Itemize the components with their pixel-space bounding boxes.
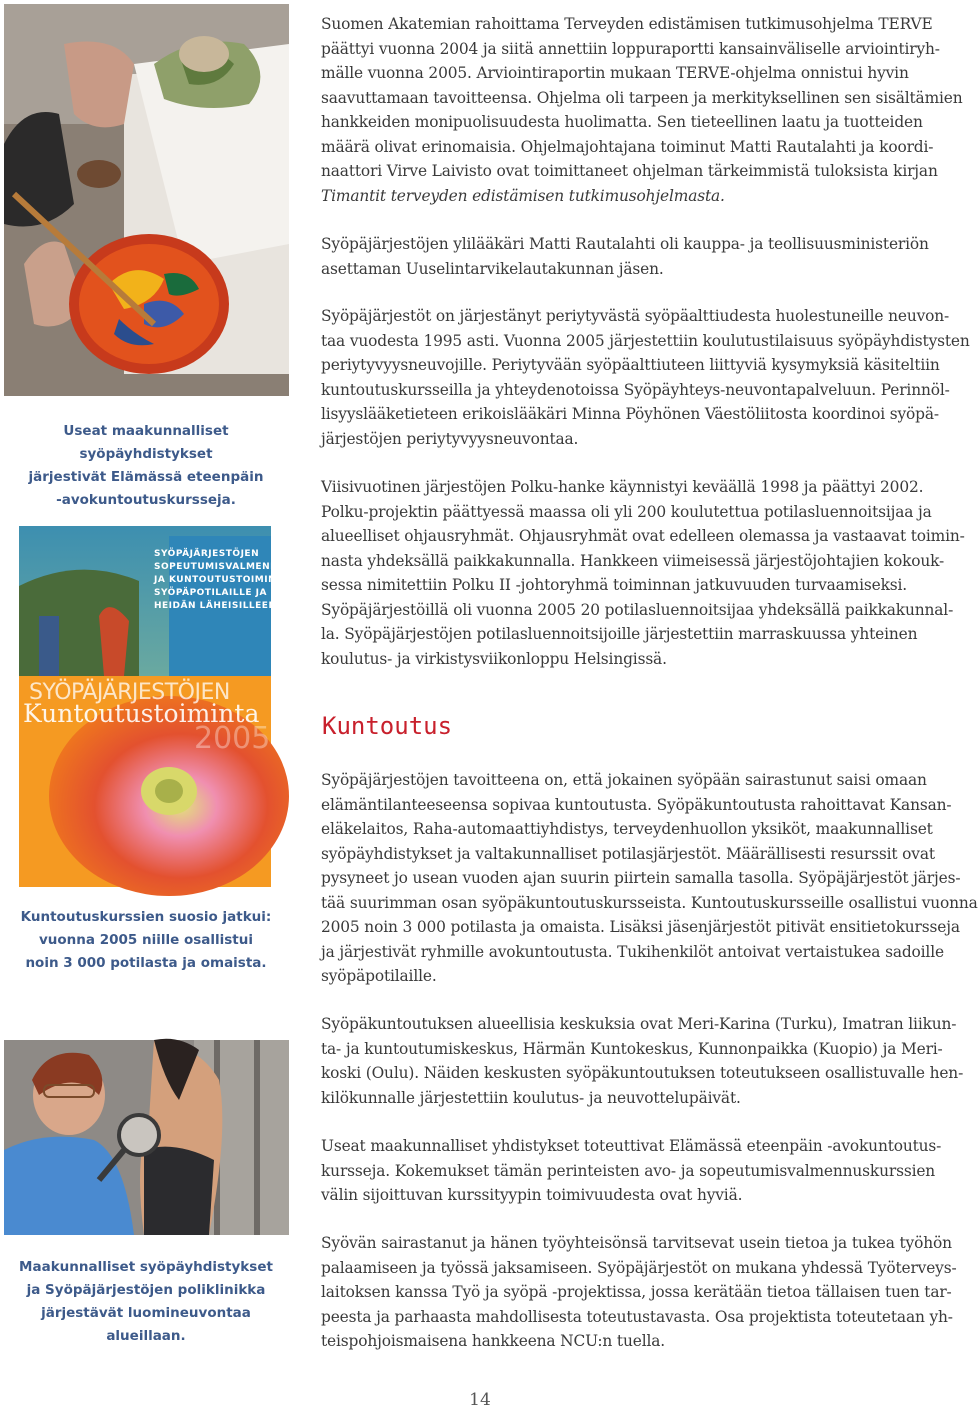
paragraph-novel-food xyxy=(321,232,955,281)
text-line: elämäntilanteeseensa sopivaa kuntoutusta. Syöpäkuntoutusta rahoittavat Kansan- xyxy=(321,795,952,814)
caption-line: järjestävät luomineuvontaa alueillaan. xyxy=(41,1305,251,1344)
text-line: Useat maakunnalliset yhdistykset toteuttivat Elämässä eteenpäin -avokuntoutus- xyxy=(321,1137,942,1155)
text-line: nasta yhdeksällä paikkakunnalla. Hankkeen viimeisessä järjestöjohtajien kokouk- xyxy=(321,551,945,570)
booklet-year: 2005 xyxy=(194,721,271,756)
text-line: Syöpäjärjestöillä oli vuonna 2005 20 potilasluennoitsijaa yhdeksällä paikkakunnal- xyxy=(321,600,954,619)
booklet-subtitle xyxy=(154,548,297,613)
text-line: peesta ja parhaasta mahdollisesta toteutustavasta. Osa projektista toteutetaan yh- xyxy=(321,1307,953,1326)
caption-line: noin 3 000 potilasta ja omaista. xyxy=(25,955,267,971)
text-line: laitoksen kanssa Työ ja syöpä -projektissa, jossa kerätään tietoa tällaisen tuen tar- xyxy=(321,1283,952,1301)
text-line: kursseja. Kokemukset tämän perinteisten avo- ja sopeutumisvalmennuskurssien xyxy=(321,1161,936,1180)
text-line: tää suurimman osan syöpäkuntoutuskursseista. Kuntoutuskursseille osallistui vuonna xyxy=(321,893,978,912)
text-line: palaamiseen ja työssä jaksamiseen. Syöpäjärjestöt on mukana yhdessä Työterveys- xyxy=(321,1258,957,1277)
text-line: koulutus- ja virkistysviikonloppu Helsingissä. xyxy=(321,649,667,668)
booklet-cover-image xyxy=(19,526,298,887)
text-line: 2005 noin 3 000 potilasta ja omaista. Lisäksi jäsenjärjestöt pitivät ensitietokursseja xyxy=(321,918,960,936)
text-line: pysyneet jo usean vuoden ajan suurin piirtein samalla tasolla. Syöpäjärjestöt järjes- xyxy=(321,869,961,887)
text-line: Syöpäjärjestöt on järjestänyt periytyvästä syöpäalttiudesta huolestuneille neuvon- xyxy=(321,307,950,325)
paragraph-outpatient-courses xyxy=(321,1134,955,1208)
booklet-subtitle-line: SOPEUTUMISVALMENNUS- xyxy=(154,562,298,572)
text-line: saavuttamaan tavoitteensa. Ohjelma oli tarpeen ja merkityksellinen sen sisältämien xyxy=(321,88,963,107)
page-number: 14 xyxy=(469,1390,491,1410)
text-line: lisyyslääketieteen erikoislääkäri Minna Pöyhönen Väestöliitosta koordinoi syöpä- xyxy=(321,405,939,423)
text-line: Syöpäjärjestöjen ylilääkäri Matti Rautalahti oli kauppa- ja teollisuusministeriön xyxy=(321,235,929,253)
text-line: syöpäyhdistykset ja valtakunnalliset potilasjärjestöt. Määrällisesti resurssit ovat xyxy=(321,844,935,863)
text-line: Syövän sairastanut ja hänen työyhteisönsä tarvitsevat usein tietoa ja tukea työhön xyxy=(321,1234,952,1252)
booklet-subtitle-line: SYÖPÄPOTILAILLE JA xyxy=(154,588,267,598)
text-line: naattori Virve Laivisto ovat toimittaneet ohjelman tärkeimmistä tuloksista kirjan xyxy=(321,162,938,180)
paragraph-work-and-cancer xyxy=(321,1231,955,1354)
booklet-subtitle-line: JA KUNTOUTUSTOIMINTA xyxy=(154,575,290,585)
text-line: teispohjoismaisena hankkeena NCU:n tuella. xyxy=(321,1332,666,1350)
text-line: kilökunnalle järjestettiin koulutus- ja neuvottelupäivät. xyxy=(321,1088,741,1107)
paragraph-polku xyxy=(321,475,965,671)
text-line: päättyi vuonna 2004 ja siitä annettiin loppuraportti kansainväliselle arviointiryh- xyxy=(321,39,940,58)
section-heading: Kuntoutus xyxy=(322,712,453,740)
painting-caption xyxy=(0,420,292,512)
text-line: järjestöjen periytyvyysneuvontaa. xyxy=(321,429,579,448)
paragraph-terve xyxy=(321,12,963,208)
text-line: koski (Oulu). Näiden keskusten syöpäkuntoutuksen toteutukseen osallistuvalle hen- xyxy=(321,1064,964,1082)
booklet-subtitle-line: SYÖPÄJÄRJESTÖJEN xyxy=(154,549,260,559)
text-line: määrä olivat erinomaisia. Ohjelmajohtajana toiminut Matti Rautalahti ja koordi- xyxy=(321,137,934,156)
caption-line: järjestivät Elämässä eteenpäin xyxy=(28,469,264,485)
text-line: mälle vuonna 2005. Arviointiraportin mukaan TERVE-ohjelma onnistui hyvin xyxy=(321,64,909,82)
text-line: periytyvyysneuvojille. Periytyvään syöpäalttiuteen liittyviä kysymyksiä käsiteltiin xyxy=(321,356,940,374)
text-line: sessa nimitettiin Polku II -johtoryhmä toiminnan jatkuvuuden turvaamiseksi. xyxy=(321,576,908,594)
text-line: syöpäpotilaille. xyxy=(321,967,437,985)
caption-line: -avokuntoutuskursseja. xyxy=(56,492,236,508)
booklet-caption xyxy=(0,906,292,975)
clinic-photo xyxy=(4,1040,289,1235)
text-line: la. Syöpäjärjestöjen potilasluennoitsijoille järjestettiin marraskuussa yhteinen xyxy=(321,625,918,643)
caption-line: vuonna 2005 niille osallistui xyxy=(39,932,253,948)
painting-photo xyxy=(4,4,289,396)
text-line: Syöpäjärjestöjen tavoitteena on, että jokainen syöpään sairastunut saisi omaan xyxy=(321,771,927,789)
text-line: Suomen Akatemian rahoittama Terveyden edistämisen tutkimusohjelma TERVE xyxy=(321,15,933,33)
text-line: Viisivuotinen järjestöjen Polku-hanke käynnistyi keväällä 1998 ja päättyi 2002. xyxy=(321,478,924,496)
clinic-caption xyxy=(0,1256,292,1348)
caption-line: ja Syöpäjärjestöjen poliklinikka xyxy=(26,1282,266,1298)
book-title: Timantit terveyden edistämisen tutkimusohjelmasta. xyxy=(321,186,725,205)
text-line: taa vuodesta 1995 asti. Vuonna 2005 järjestettiin koulutustilaisuus syöpäyhdistysten xyxy=(321,331,970,350)
caption-line: Maakunnalliset syöpäyhdistykset xyxy=(19,1259,273,1275)
paragraph-rehab-goals xyxy=(321,768,978,989)
paragraph-hereditary xyxy=(321,304,970,451)
text-line: välin sijoittuvan kurssityypin toimivuudesta ovat hyviä. xyxy=(321,1186,743,1204)
booklet-subtitle-line: HEIDÄN LÄHEISILLEEN xyxy=(154,601,277,611)
caption-line: Kuntoutuskurssien suosio jatkui: xyxy=(20,909,272,925)
booklet-title-line2: Kuntoutustoiminta xyxy=(23,699,260,728)
caption-line: Useat maakunnalliset syöpäyhdistykset xyxy=(63,423,229,462)
text-line: eläkelaitos, Raha-automaattiyhdistys, terveydenhuollon yksiköt, maakunnalliset xyxy=(321,820,933,838)
text-line: Polku-projektin päättyessä maassa oli yli 200 koulutettua potilasluennoitsijaa ja xyxy=(321,502,932,521)
text-line: ja järjestivät ryhmille avokuntoutusta. Tukihenkilöt antoivat vertaistukea sadoille xyxy=(321,942,944,961)
text-line: hankkeiden monipuolisuudesta huolimatta. Sen tieteellinen laatu ja tuotteiden xyxy=(321,113,923,131)
text-line: Syöpäkuntoutuksen alueellisia keskuksia ovat Meri-Karina (Turku), Imatran liikun- xyxy=(321,1015,957,1033)
text-line: ta- ja kuntoutumiskeskus, Härmän Kuntokeskus, Kunnonpaikka (Kuopio) ja Meri- xyxy=(321,1039,943,1058)
paragraph-regional-centers xyxy=(321,1012,964,1110)
text-line: asettaman Uuselintarvikelautakunnan jäsen. xyxy=(321,259,664,278)
text-line: alueelliset ohjausryhmät. Ohjausryhmät ovat edelleen olemassa ja vastaavat toimin- xyxy=(321,527,965,545)
text-line: kuntoutuskursseilla ja yhteydenotoissa Syöpäyhteys-neuvontapalveluun. Perinnöl- xyxy=(321,380,950,399)
booklet-title-line1: SYÖPÄJÄRJESTÖJEN xyxy=(29,680,230,705)
